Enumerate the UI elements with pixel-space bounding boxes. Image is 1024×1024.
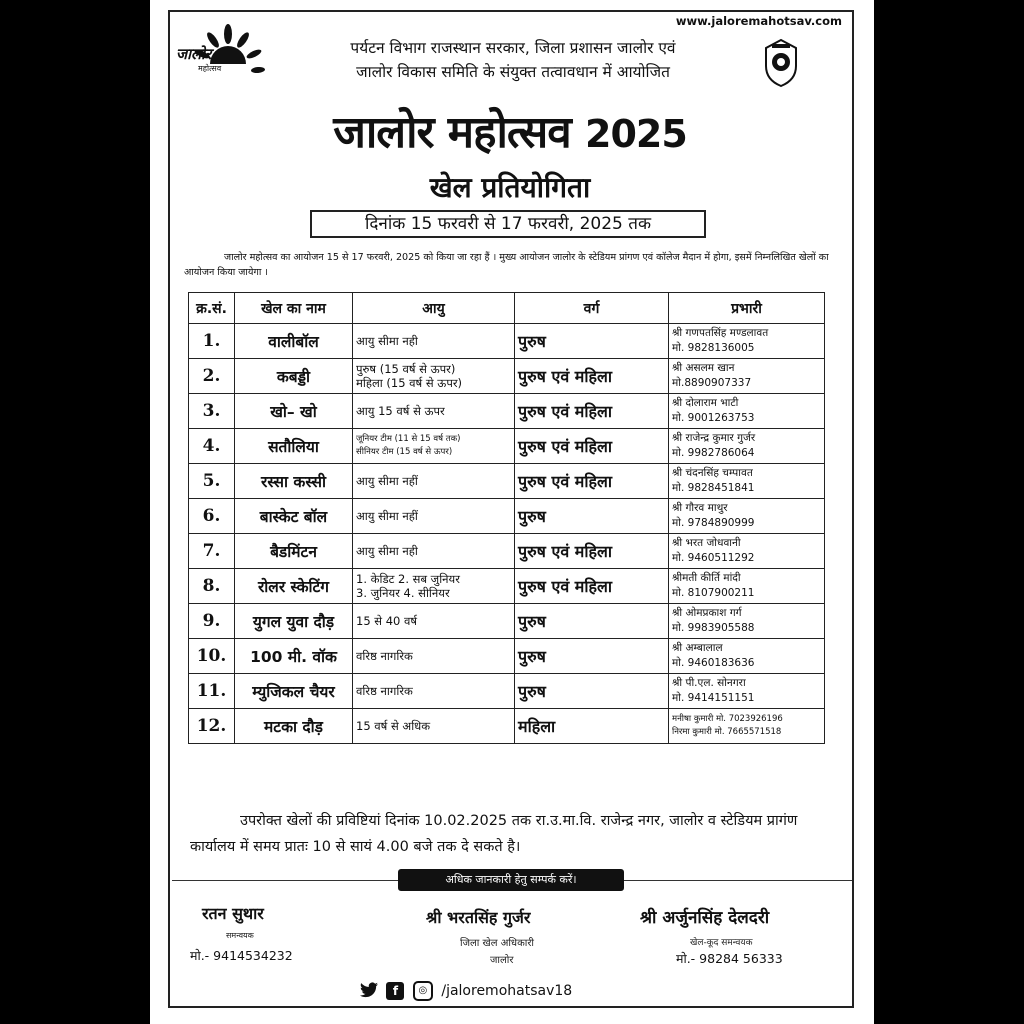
row-age-line-2: महिला (15 वर्ष से ऊपर) <box>356 376 463 390</box>
row-sno: 4. <box>189 429 235 464</box>
row-incharge-name: श्री दोलाराम भाटी <box>672 397 739 409</box>
row-incharge-mobile: मो. 9983905588 <box>672 622 755 634</box>
row-sno: 8. <box>189 569 235 604</box>
row-age-line-1: पुरुष (15 वर्ष से ऊपर) <box>356 362 456 376</box>
row-incharge <box>669 569 825 604</box>
table-row <box>189 534 825 569</box>
website-url[interactable]: www.jaloremahotsav.com <box>675 14 842 28</box>
row-sport: युगल युवा दौड़ <box>235 604 353 639</box>
contact-1-role: समन्वयक <box>226 931 254 940</box>
row-incharge-name: श्री गणपतसिंह मण्डलावत <box>672 327 769 339</box>
row-age-line-1: वरिष्ठ नागरिक <box>356 649 413 663</box>
poster <box>150 0 874 1024</box>
row-category: पुरुष <box>515 604 669 639</box>
row-age-line-2: सीनियर टीम (15 वर्ष से ऊपर) <box>356 447 453 457</box>
contact-2-place: जालोर <box>490 955 514 966</box>
row-category: महिला <box>515 709 669 744</box>
social-footer <box>360 980 660 1002</box>
row-incharge <box>669 639 825 674</box>
contact-3-mobile: मो.- 98284 56333 <box>676 951 783 966</box>
poster-title <box>210 100 810 160</box>
table-row <box>189 394 825 429</box>
row-age-line-1: वरिष्ठ नागरिक <box>356 684 413 698</box>
contact-2-role: जिला खेल अधिकारी <box>460 938 535 949</box>
row-age <box>353 464 515 499</box>
row-sno: 1. <box>189 324 235 359</box>
logo-subtext: महोत्सव <box>198 64 222 73</box>
row-incharge-name: श्रीमती कीर्ति मांदी <box>672 572 741 584</box>
row-sport: मटका दौड़ <box>235 709 353 744</box>
table-row <box>189 429 825 464</box>
emblem-icon <box>758 36 804 94</box>
row-incharge-mobile: मो. 9414151151 <box>672 692 755 704</box>
row-sno: 6. <box>189 499 235 534</box>
sports-table <box>188 292 825 744</box>
row-age <box>353 674 515 709</box>
organizer-line-1: पर्यटन विभाग राजस्थान सरकार, जिला प्रशासन जालोर एवं <box>350 39 676 57</box>
contact-1-name: रतन सुथार <box>202 904 264 923</box>
row-incharge-mobile: मो. 9828136005 <box>672 342 755 354</box>
row-category: पुरुष एवं महिला <box>515 359 669 394</box>
row-age-line-1: आयु सीमा नही <box>356 334 418 348</box>
row-age-line-1: 1. केडिट 2. सब जुनियर <box>356 572 460 586</box>
row-incharge <box>669 709 825 744</box>
row-age <box>353 569 515 604</box>
row-category: पुरुष <box>515 499 669 534</box>
header-age: आयु <box>353 293 515 324</box>
row-sport: बैडमिंटन <box>235 534 353 569</box>
facebook-icon[interactable]: f <box>386 982 404 1000</box>
row-sport: म्युजिकल चैयर <box>235 674 353 709</box>
row-sno: 2. <box>189 359 235 394</box>
row-incharge <box>669 534 825 569</box>
row-incharge <box>669 674 825 709</box>
row-incharge-mobile: मो. 8107900211 <box>672 587 755 599</box>
poster-subtitle: खेल प्रतियोगिता <box>429 171 591 204</box>
row-category: पुरुष <box>515 324 669 359</box>
row-incharge-mobile: मो. 9784890999 <box>672 517 755 529</box>
contact-3-role: खेल-कूद समन्वयक <box>690 938 753 948</box>
contact-1-mobile: मो.- 9414534232 <box>190 948 293 963</box>
row-sno: 9. <box>189 604 235 639</box>
table-row <box>189 639 825 674</box>
entry-note: उपरोक्त खेलों की प्रविष्टियां दिनांक 10.02.2025 तक रा.उ.मा.वि. राजेन्द्र नगर, जालोर व स्टेडियम प्रागंण कार्यालय में समय प्रातः 10 से सायं 4.00 बजे तक दे सकते है। <box>190 813 798 855</box>
row-incharge-name: श्री असलम खान <box>672 362 735 374</box>
row-category: पुरुष एवं महिला <box>515 464 669 499</box>
row-sport: वालीबॉल <box>235 324 353 359</box>
contact-banner: अधिक जानकारी हेतु सम्पर्क करें। <box>398 869 624 891</box>
row-incharge-mobile: निरमा कुमारी मो. 7665571518 <box>672 727 782 737</box>
twitter-icon[interactable] <box>360 982 378 1000</box>
table-header-row <box>189 293 825 324</box>
row-incharge-mobile: मो. 9001263753 <box>672 412 755 424</box>
row-category: पुरुष एवं महिला <box>515 394 669 429</box>
row-incharge <box>669 464 825 499</box>
row-age <box>353 359 515 394</box>
row-sport: बास्केट बॉल <box>235 499 353 534</box>
row-incharge-name: श्री गौरव माथुर <box>672 502 728 514</box>
row-sport: 100 मी. वॉक <box>235 639 353 674</box>
row-age-line-1: आयु सीमा नहीं <box>356 509 418 523</box>
row-incharge-name: मनीषा कुमारी मो. 7023926196 <box>672 714 783 724</box>
row-age-line-1: आयु सीमा नहीं <box>356 474 418 488</box>
row-age <box>353 534 515 569</box>
row-incharge-mobile: मो. 9982786064 <box>672 447 755 459</box>
row-incharge <box>669 324 825 359</box>
table-row <box>189 569 825 604</box>
row-age-line-1: 15 वर्ष से अधिक <box>356 719 431 733</box>
contact-3-name: श्री अर्जुनसिंह देलदरी <box>640 908 770 928</box>
row-age-line-1: जूनियर टीम (11 से 15 वर्ष तक) <box>356 434 461 444</box>
row-sport: सतौलिया <box>235 429 353 464</box>
organizer-line-2: जालोर विकास समिति के संयुक्त तत्वावधान में आयोजित <box>356 63 670 81</box>
row-incharge-name: श्री पी.एल. सोनगरा <box>672 677 746 689</box>
row-incharge-mobile: मो. 9828451841 <box>672 482 755 494</box>
header-sport: खेल का नाम <box>235 293 353 324</box>
row-sno: 11. <box>189 674 235 709</box>
row-incharge <box>669 359 825 394</box>
row-sport: रस्सा कस्सी <box>235 464 353 499</box>
row-category: पुरुष एवं महिला <box>515 429 669 464</box>
row-incharge <box>669 429 825 464</box>
row-age <box>353 709 515 744</box>
row-incharge <box>669 394 825 429</box>
table-row <box>189 359 825 394</box>
header-incharge: प्रभारी <box>669 293 825 324</box>
row-category: पुरुष <box>515 639 669 674</box>
row-sno: 10. <box>189 639 235 674</box>
header-sno: क्र.सं. <box>189 293 235 324</box>
row-incharge-name: श्री अम्बालाल <box>672 642 723 654</box>
row-sport: रोलर स्केटिंग <box>235 569 353 604</box>
row-sport: कबड्डी <box>235 359 353 394</box>
social-handle[interactable]: /jaloremohatsav18 <box>441 983 573 999</box>
intro-paragraph: जालोर महोत्सव का आयोजन 15 से 17 फरवरी, 2025 को किया जा रहा हैं । मुख्य आयोजन जालोर के स्टेडियम प्रांगण एवं कॉलेज मैदान में होगा, इसमें निम्नलिखित खेलों का आयोजन किया जायेगा । <box>184 252 829 278</box>
table-row <box>189 464 825 499</box>
instagram-icon[interactable]: ◎ <box>413 981 433 1001</box>
organizer-text <box>268 36 758 84</box>
row-incharge-name: श्री चंदनसिंह चम्पावत <box>672 467 753 479</box>
row-category: पुरुष <box>515 674 669 709</box>
row-age-line-2: 3. जुनियर 4. सीनियर <box>356 586 450 600</box>
row-age-line-1: 15 से 40 वर्ष <box>356 614 418 628</box>
row-sno: 3. <box>189 394 235 429</box>
table-row <box>189 499 825 534</box>
table-row <box>189 324 825 359</box>
row-sport: खो– खो <box>235 394 353 429</box>
row-incharge-mobile: मो. 9460511292 <box>672 552 755 564</box>
row-incharge-mobile: मो.8890907337 <box>672 377 752 389</box>
row-incharge-name: श्री राजेन्द्र कुमार गुर्जर <box>672 432 756 444</box>
date-box: दिनांक 15 फरवरी से 17 फरवरी, 2025 तक <box>310 210 706 238</box>
row-incharge-mobile: मो. 9460183636 <box>672 657 755 669</box>
title-text: जालोर महोत्सव <box>333 107 571 158</box>
header-category: वर्ग <box>515 293 669 324</box>
row-age <box>353 324 515 359</box>
row-sno: 5. <box>189 464 235 499</box>
row-age <box>353 394 515 429</box>
row-age-line-1: आयु 15 वर्ष से ऊपर <box>356 404 445 418</box>
row-age <box>353 429 515 464</box>
row-incharge-name: श्री भरत जोधवानी <box>672 537 741 549</box>
row-category: पुरुष एवं महिला <box>515 534 669 569</box>
table-row <box>189 674 825 709</box>
title-year: 2025 <box>585 112 687 156</box>
row-incharge-name: श्री ओमप्रकाश गर्ग <box>672 607 742 619</box>
contact-2-name: श्री भरतसिंह गुर्जर <box>426 908 531 927</box>
row-category: पुरुष एवं महिला <box>515 569 669 604</box>
table-row <box>189 604 825 639</box>
row-age <box>353 604 515 639</box>
row-sno: 12. <box>189 709 235 744</box>
row-incharge <box>669 499 825 534</box>
row-incharge <box>669 604 825 639</box>
row-age-line-1: आयु सीमा नही <box>356 544 418 558</box>
logo-text: जालोर <box>176 45 212 63</box>
row-age <box>353 639 515 674</box>
table-row <box>189 709 825 744</box>
row-age <box>353 499 515 534</box>
row-sno: 7. <box>189 534 235 569</box>
